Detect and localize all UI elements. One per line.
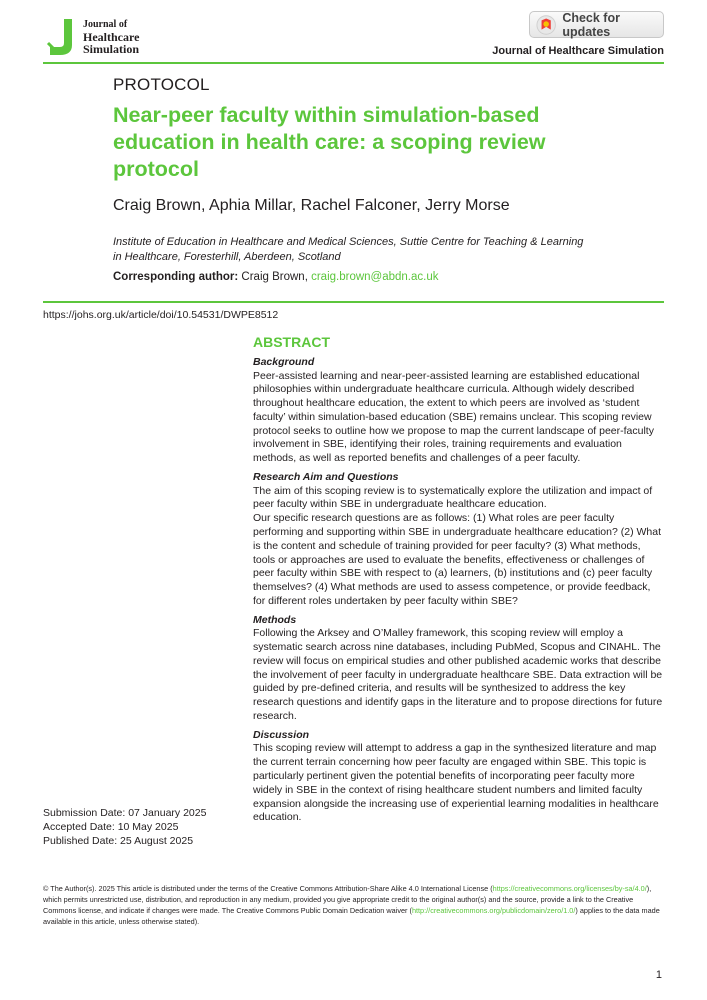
abstract-heading: ABSTRACT: [253, 334, 330, 350]
corresponding-author: [113, 271, 438, 283]
corresponding-label: Corresponding author:: [113, 271, 239, 283]
abstract: [253, 334, 665, 830]
journal-logo: [46, 17, 156, 57]
background-heading: Background: [253, 356, 315, 368]
submission-date: Submission Date: 07 January 2025: [43, 807, 207, 819]
author-list: Craig Brown, Aphia Millar, Rachel Falconer, Jerry Morse: [113, 197, 510, 214]
license-text-3: ) applies to the data made available in this article, unless otherwise stated).: [43, 906, 660, 926]
methods-text: Following the Arksey and O’Malley framework, this scoping review will employ a systematic search across nine databases, including PubMed, Scopus and CINAHL. The review will focus on empirical studies and other published academic works that describe the involvement of peer faculty in undergraduate healthcare SBE. Data extraction will be guided by pre-defined criteria, and results will be synthesized to address the key research questions and identify gaps in the literature and to propose directions for future research.: [253, 627, 663, 723]
license-text-2: ), which permits unrestricted use, distribution, and reproduction in any medium, provided you give appropriate credit to the original author(s) and the source, provide a link to the Creative Commons license, and indicate if changes were made. The Creative Commons Public Domain Dedication waiver (: [43, 884, 652, 915]
discussion-heading: Discussion: [253, 728, 310, 741]
title-divider: [43, 301, 664, 303]
accepted-date: Accepted Date: 10 May 2025: [43, 821, 179, 833]
logo-line-1: Journal of: [83, 19, 128, 30]
crossmark-icon: [536, 14, 556, 36]
author-affiliation: Institute of Education in Healthcare and Medical Sciences, Suttie Centre for Teaching & Learning in Healthcare, Foresterhill, Aberdeen, Scotland: [113, 236, 584, 263]
aim-heading: Research Aim and Questions: [253, 471, 399, 484]
doi-link[interactable]: https://johs.org.uk/article/doi/10.54531/DWPE8512: [43, 309, 279, 321]
check-for-updates-button[interactable]: [529, 11, 664, 38]
header-divider: [43, 62, 664, 64]
license-link-cc-zero[interactable]: http://creativecommons.org/publicdomain/zero/1.0/: [411, 906, 576, 915]
published-date: Published Date: 25 August 2025: [43, 835, 194, 847]
methods-heading: Methods: [253, 613, 297, 626]
logo-line-2: Healthcare: [83, 30, 140, 44]
corresponding-name: Craig Brown,: [241, 271, 308, 283]
article-type: PROTOCOL: [113, 75, 210, 94]
logo-line-3: Simulation: [83, 42, 140, 56]
license-notice: [43, 883, 664, 927]
article-title: Near-peer faculty within simulation-based education in health care: a scoping review protocol: [113, 103, 546, 181]
check-for-updates-label: Check for updates: [562, 10, 620, 39]
logo-text: [83, 19, 139, 55]
discussion-text: This scoping review will attempt to address a gap in the synthesized literature and map the current terrain concerning how peer faculty are engaged within SBE. This topic is particularly pertinent given the potential benefits of incorporating peer faculty more widely in SBE in the context of rising healthcare student numbers and limited faculty expansion alongside the increasing use of experiential learning modalities in healthcare education.: [253, 742, 659, 824]
aim-text: The aim of this scoping review is to systematically explore the utilization and impact of peer faculty within SBE in undergraduate healthcare education.: [253, 484, 653, 511]
article-dates: [43, 806, 206, 848]
logo-mark-icon: [46, 17, 76, 57]
license-text-1: © The Author(s). 2025 This article is distributed under the terms of the Creative Commons Attribution-Share Alike 4.0 International License (: [43, 884, 493, 893]
license-link-cc-by-sa[interactable]: https://creativecommons.org/licenses/by-sa/4.0/: [492, 884, 647, 893]
questions-text: Our specific research questions are as follows: (1) What roles are peer faculty performing and supporting within SBE in undergraduate healthcare education? (2) What is the content and schedule of training provided for peer faculty? (3) What methods, tools or approaches are used to evaluate the benefits, effectiveness or challenges of peer faculty within SBE with respect to (a) learners, (b) institutions and (c) peer faculty themselves? (4) What methods are used to assess competence, or provide feedback, for different roles undertaken by peer faculty within SBE?: [253, 512, 661, 607]
corresponding-email-link[interactable]: craig.brown@abdn.ac.uk: [311, 271, 439, 283]
background-text: Peer-assisted learning and near-peer-assisted learning are established educational philosophies within undergraduate healthcare curricula. Although widely described throughout healthcare education, the extent to which peers are involved as ‘student faculty’ within simulation-based education (SBE) remains unclear. This scoping review protocol seeks to outline how we propose to map the current landscape of peer-faculty involvement in SBE, identifying their roles, training requirements and evaluation methods, as well as reported benefits and challenges of a peer faculty.: [253, 369, 654, 465]
journal-name: Journal of Healthcare Simulation: [492, 45, 664, 57]
page-number: 1: [655, 969, 662, 981]
